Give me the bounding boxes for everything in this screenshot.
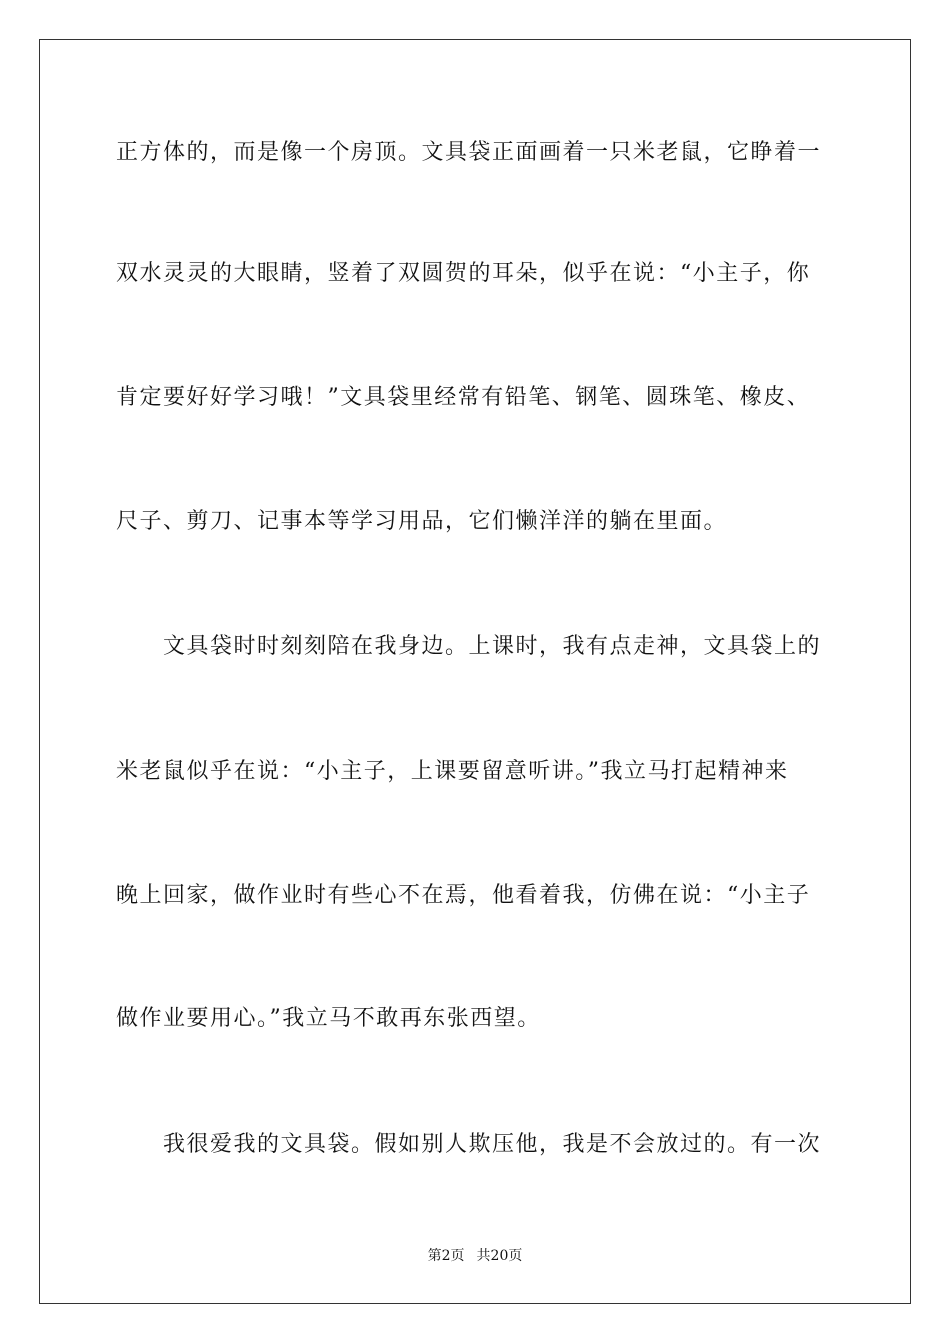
text-line-4: 尺子、剪刀、记事本等学习用品，它们懒洋洋的躺在里面。: [116, 509, 728, 534]
page-number: 第2页: [427, 1248, 465, 1264]
text-line-3: 肯定要好好学习哦！”文具袋里经常有铅笔、钢笔、圆珠笔、橡皮、: [116, 385, 811, 410]
text-line-6: 米老鼠似乎在说：“小主子，上课要留意听讲。”我立马打起精神来: [116, 759, 789, 784]
page-border: [39, 39, 911, 1304]
text-line-8: 做作业要用心。”我立马不敢再东张西望。: [116, 1006, 541, 1031]
page-total: 共20页: [476, 1248, 523, 1264]
paragraph-start-line-9: 我很爱我的文具袋。假如别人欺压他，我是不会放过的。有一次: [163, 1132, 822, 1157]
text-line-7: 晚上回家，做作业时有些心不在焉，他看着我，仿佛在说：“小主子: [116, 883, 811, 908]
page-footer: [0, 1246, 950, 1266]
text-line-2: 双水灵灵的大眼睛，竖着了双圆贺的耳朵，似乎在说：“小主子，你: [116, 261, 811, 286]
text-line-1: 正方体的，而是像一个房顶。文具袋正面画着一只米老鼠，它睁着一: [116, 140, 822, 165]
paragraph-start-line-5: 文具袋时时刻刻陪在我身边。上课时，我有点走神，文具袋上的: [163, 634, 822, 659]
